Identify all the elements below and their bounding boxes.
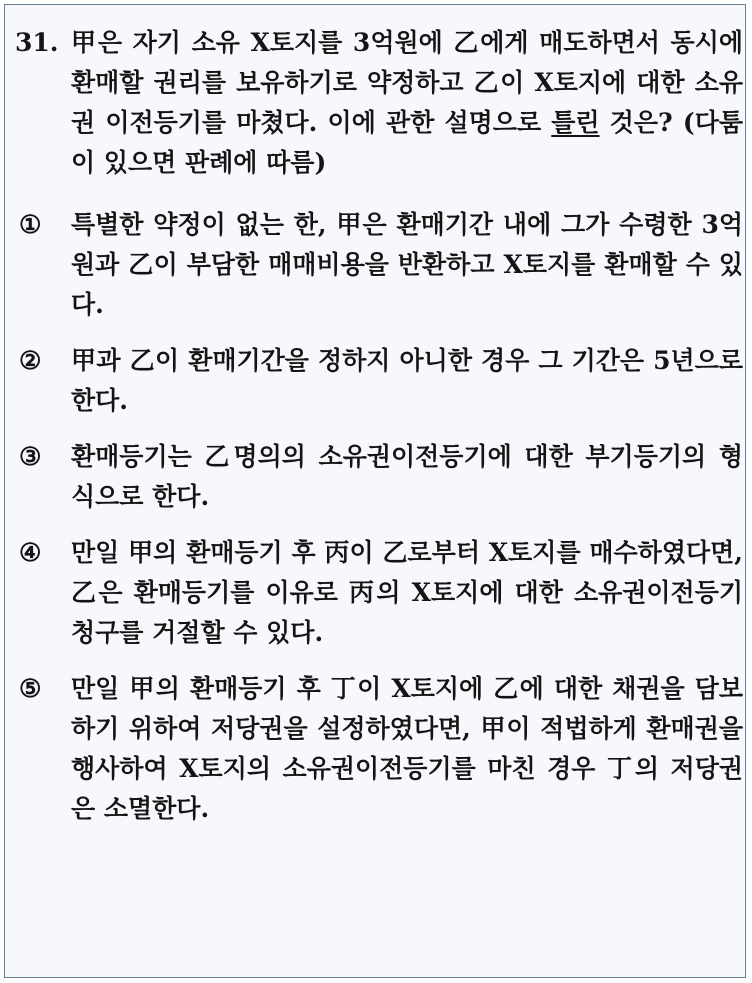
option-text: 만일 甲의 환매등기 후 丙이 乙로부터 X토지를 매수하였다면, 乙은 환매등기를 이유로 丙의 X토지에 대한 소유권이전등기청구를 거절할 수 있다. (71, 538, 743, 647)
option-marker: ② (19, 346, 42, 375)
question-number: 31. (15, 28, 59, 57)
option-text: 만일 甲의 환매등기 후 丁이 X토지에 乙에 대한 채권을 담보하기 위하여 저당권을 설정하였다면, 甲이 적법하게 환매권을 행사하여 X토지의 소유권이전등기를 마친 경우 丁의 저당권은 소멸한다. (71, 674, 743, 823)
question-text-after: 것은? (다툼이 있으면 판례에 따름) (71, 108, 743, 177)
question-text-before: 甲은 자기 소유 X토지를 3억원에 乙에게 매도하면서 동시에 환매할 권리를 보유하기로 약정하고 乙이 X토지에 대한 소유권 이전등기를 마쳤다. 이에 관한 설명으로 (71, 28, 743, 137)
option-text: 특별한 약정이 없는 한, 甲은 환매기간 내에 그가 수령한 3억원과 乙이 부담한 매매비용을 반환하고 X토지를 환매할 수 있다. (71, 210, 743, 319)
question-emphasis: 틀린 (551, 108, 600, 137)
question-card (4, 4, 746, 978)
option-marker: ① (19, 210, 42, 239)
option-text: 甲과 乙이 환매기간을 정하지 아니한 경우 그 기간은 5년으로 한다. (71, 346, 743, 415)
option-text: 환매등기는 乙명의의 소유권이전등기에 대한 부기등기의 형식으로 한다. (71, 442, 743, 511)
option-marker: ③ (19, 442, 42, 471)
option-2[interactable] (15, 341, 743, 421)
question-content (15, 23, 743, 829)
question-stem (15, 23, 743, 183)
option-1[interactable] (15, 205, 743, 325)
option-marker: ⑤ (19, 674, 42, 703)
option-3[interactable] (15, 437, 743, 517)
option-5[interactable] (15, 669, 743, 829)
option-marker: ④ (19, 538, 42, 567)
option-4[interactable] (15, 533, 743, 653)
question-text (71, 23, 743, 183)
